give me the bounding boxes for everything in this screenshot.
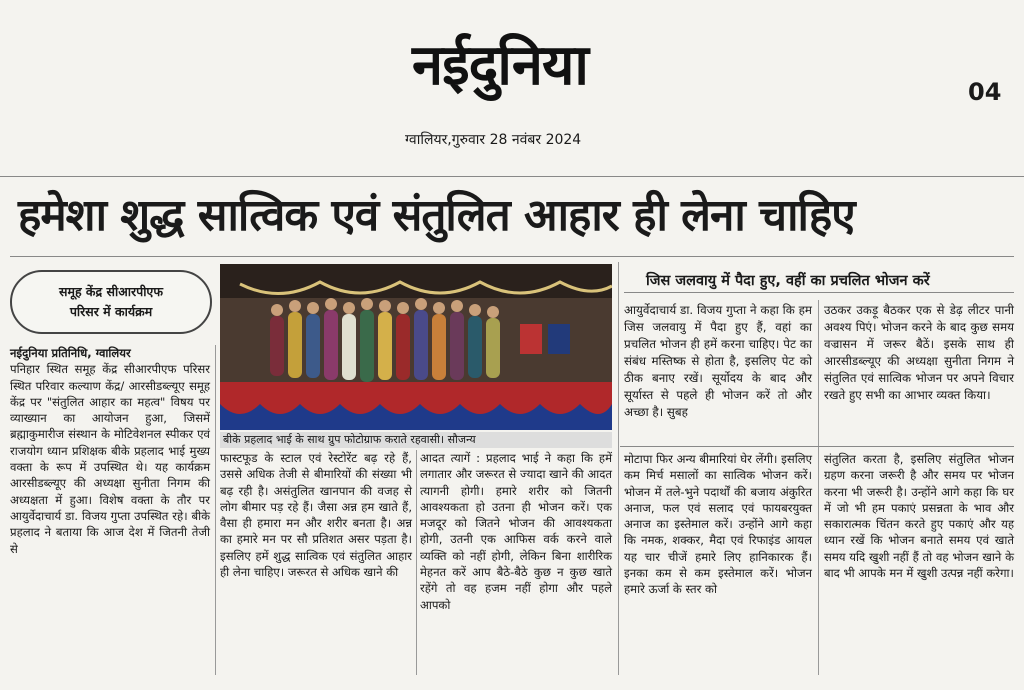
banner-left	[520, 324, 542, 354]
column-7	[824, 451, 1014, 581]
subhead-line1: समूह केंद्र सीआरपीएफ	[59, 284, 163, 299]
column-6-text: मोटापा फिर अन्य बीमारियां घेर लेंगी। इसलिए कम मिर्च मसालों का सात्विक भोजन करें। भोजन में तले-भुने पदार्थों की बजाय अंकुरित अनाज, फल एवं सलाद एवं फायबरयुक्त अनाज का इस्तेमाल करें। उन्होंने आगे कहा कि नमक, शक्कर, मैदा एवं रिफाइंड आयल यह चार चीजें हमारे लिए हानिकारक हैं। इनका कम से कम इस्तेमाल करें। भोजन हमारे ऊर्जा के स्तर को	[624, 452, 812, 597]
column-5	[824, 302, 1014, 404]
column-4	[624, 302, 812, 421]
column-7-text: संतुलित करता है, इसलिए संतुलित भोजन ग्रहण करना जरूरी है और समय पर भोजन करना भी जरूरी है। उन्होंने आगे कहा कि घर में जो भी हम पकाएं प्रसन्नता के भाव और सकारात्मक चिंतन करते हुए पकाएं और यह ध्यान रखें कि भोजन बनाते समय एवं खाते समय यदि खुशी नहीं हैं तो वह भोजन खाने के बाद भी आपके मन में खुशी उत्पन्न नहीं करेगा।	[824, 452, 1014, 581]
masthead-logo: नईदुनिया	[412, 33, 588, 98]
column-5-text: उठकर उकड़ू बैठकर एक से डेढ़ लीटर पानी अवश्य पिएं। भोजन करने के बाद कुछ समय वज्रासन में जरूर बैठें। इसके साथ ही आरसीडब्ल्यूए की अध्यक्षा सुनीता निगम ने संतुलित एवं सात्विक भोजन पर अपने विचार रखते हुए सभी का आभार व्यक्त किया।	[824, 303, 1014, 402]
group-photo	[220, 264, 612, 430]
rubric-heading: जिस जलवायु में पैदा हुए, वहीं का प्रचलित भोजन करें	[646, 273, 930, 289]
column-4-text: आयुर्वेदाचार्य डा. विजय गुप्ता ने कहा कि हम जिस जलवायु में पैदा हुए हैं, वहां का प्रचलित भोजन ही हमें करना चाहिए। पेट का संबंध मस्तिष्क से होता है, इसलिए पेट को ठीक बनाए रखें। सूर्योदय के बाद और सूर्यास्त से पहले ही भोजन करें तो और अच्छा है। सुबह	[624, 303, 812, 419]
byline: नईदुनिया प्रतिनिधि, ग्वालियर	[10, 346, 131, 360]
column-3	[420, 450, 612, 613]
column-1-text: पनिहार स्थित समूह केंद्र सीआरपीएफ परिसर स्थित परिवार कल्याण केंद्र/ आरसीडब्ल्यूए समूह केंद्र पर "संतुलित आहार का महत्व" विषय पर व्याख्यान का आयोजन हुआ, जिसमें ब्रह्माकुमारीज संस्थान के मोटिवेशनल स्पीकर एवं राजयोग ध्यान प्रशिक्षक बीके प्रहलाद भाई मुख्य वक्ता के रूप में उपस्थित थे। यह कार्यक्रम आरसीडब्ल्यूए की अध्यक्षा सुनीता निगम की अध्यक्षता में हुआ। विशेष वक्ता के तौर पर आयुर्वेदाचार्य डा. विजय गुप्ता उपस्थित रहे। बीके प्रहलाद ने बताया कि आज देश में जितनी तेजी से	[10, 362, 210, 556]
subhead-line2: परिसर में कार्यक्रम	[69, 304, 153, 319]
column-divider	[416, 450, 417, 675]
column-1	[10, 345, 210, 557]
page-number: 04	[968, 78, 1002, 106]
column-2-text: फास्टफूड के स्टाल एवं रेस्टोरेंट बढ़ रहे हैं, उससे अधिक तेजी से बीमारियों की संख्या भी बढ़ रही है। असंतुलित खानपान की वजह से लोग बीमार पड़ रहे हैं। जैसा अन्न हम खाते हैं, वैसा ही हमारा मन और शरीर बनता है। अन्न का हमारे मन पर सौ प्रतिशत असर पड़ता है। इसलिए हमें शुद्ध सात्विक एवं संतुलित आहार ही लेना चाहिए। जरूरत से अधिक खाने की	[220, 451, 412, 580]
column-divider	[818, 300, 819, 675]
subhead-box	[10, 270, 212, 334]
dateline: ग्वालियर,गुरुवार 28 नवंबर 2024	[405, 132, 582, 148]
photo-caption: बीके प्रहलाद भाई के साथ ग्रुप फोटोग्राफ कराते रहवासी। सौजन्य	[220, 432, 612, 448]
column-divider	[215, 345, 216, 675]
column-3-text: आदत त्यागें : प्रहलाद भाई ने कहा कि हमें लगातार और जरूरत से ज्यादा खाने की आदत त्यागनी होगी। हमारे शरीर को जितनी आवश्यकता हो उतना ही भोजन करें। एक मजदूर को जितने भोजन की आवश्यकता होगी, उतनी एक आफिस वर्क करने वाले व्यक्ति को नहीं होगी, लेकिन बिना शारीरिक मेहनत करें आप बैठे-बैठे कुछ न कुछ खाते रहेंगे तो वह हजम नहीं होगा और पहले आपको	[420, 451, 612, 612]
column-6	[624, 451, 812, 598]
headline-rule	[10, 256, 1014, 257]
column-divider	[618, 262, 619, 675]
banner-right	[548, 324, 570, 354]
top-rule	[0, 176, 1024, 177]
group-photo-illustration	[220, 264, 612, 430]
section-rule	[620, 446, 1014, 447]
rubric-rule	[624, 292, 1014, 293]
headline: हमेशा शुद्ध सात्विक एवं संतुलित आहार ही लेना चाहिए	[18, 190, 855, 241]
column-2	[220, 450, 412, 580]
